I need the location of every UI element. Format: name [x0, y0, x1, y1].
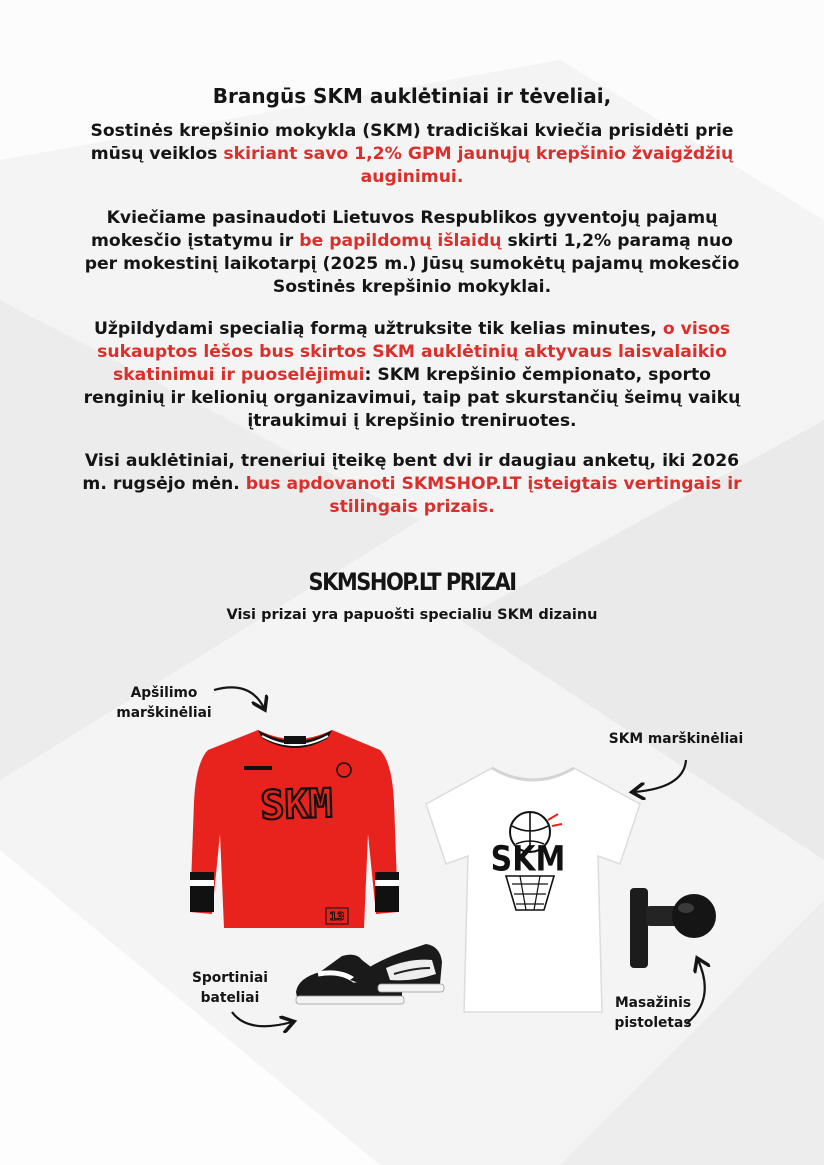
label-jacket: Apšilimo marškinėliai: [116, 685, 212, 721]
label-tshirt: SKM marškinėliai: [608, 731, 744, 747]
massage-gun-image: [620, 884, 720, 970]
label-massage-gun: Masažinis pistoletas: [614, 995, 692, 1031]
intro-paragraph: Sostinės krepšinio mokykla (SKM) tradiciškai kviečia prisidėti prie mūsų veiklos skiriant savo 1,2% GPM jaunųjų krepšinio žvaigždžių auginimui.: [90, 121, 734, 187]
greeting-heading: Brangūs SKM auklėtiniai ir tėveliai,: [212, 84, 612, 108]
sneakers-image: [290, 938, 450, 1012]
form-paragraph: Užpildydami specialią formą užtruksite tik kelias minutes, o visos sukauptos lėšos bus skirtos SKM auklėtinių aktyvaus laisvalaikio skatinimui ir puoselėjimui: SKM krepšinio čempionato, sporto renginių ir kelionių organizavimui, taip pat skurstančių šeimų vaikų įtraukimui į krepšinio treniruotes.: [83, 319, 741, 431]
arrow-shoes-icon: [232, 1012, 292, 1026]
prize-paragraph: Visi auklėtiniai, treneriui įteikę bent dvi ir daugiau anketų, iki 2026 m. rugsėjo mėn. bus apdovanoti SKMSHOP.LT įsteigtais vertingais ir stilingais prizais.: [82, 451, 742, 517]
jersey-number-text: 13: [329, 910, 345, 923]
arrow-jacket-icon: [214, 687, 264, 708]
shop-title: SKMSHOP.LT PRIZAI: [308, 568, 516, 596]
label-shoes: Sportiniai bateliai: [191, 970, 268, 1006]
tshirt-logo-text: SKM: [490, 838, 566, 879]
shop-subtitle: Visi prizai yra papuošti specialiu SKM dizainu: [226, 607, 598, 623]
jersey-logo-text: SKM: [259, 780, 334, 830]
jersey-image: [180, 722, 410, 942]
tax-paragraph: Kviečiame pasinaudoti Lietuvos Respublikos gyventojų pajamų mokesčio įstatymu ir be papildomų išlaidų skirti 1,2% paramą nuo per mokestinį laikotarpį (2025 m.) Jūsų sumokėtų pajamų mokesčio Sostinės krepšinio mokyklai.: [84, 208, 740, 297]
